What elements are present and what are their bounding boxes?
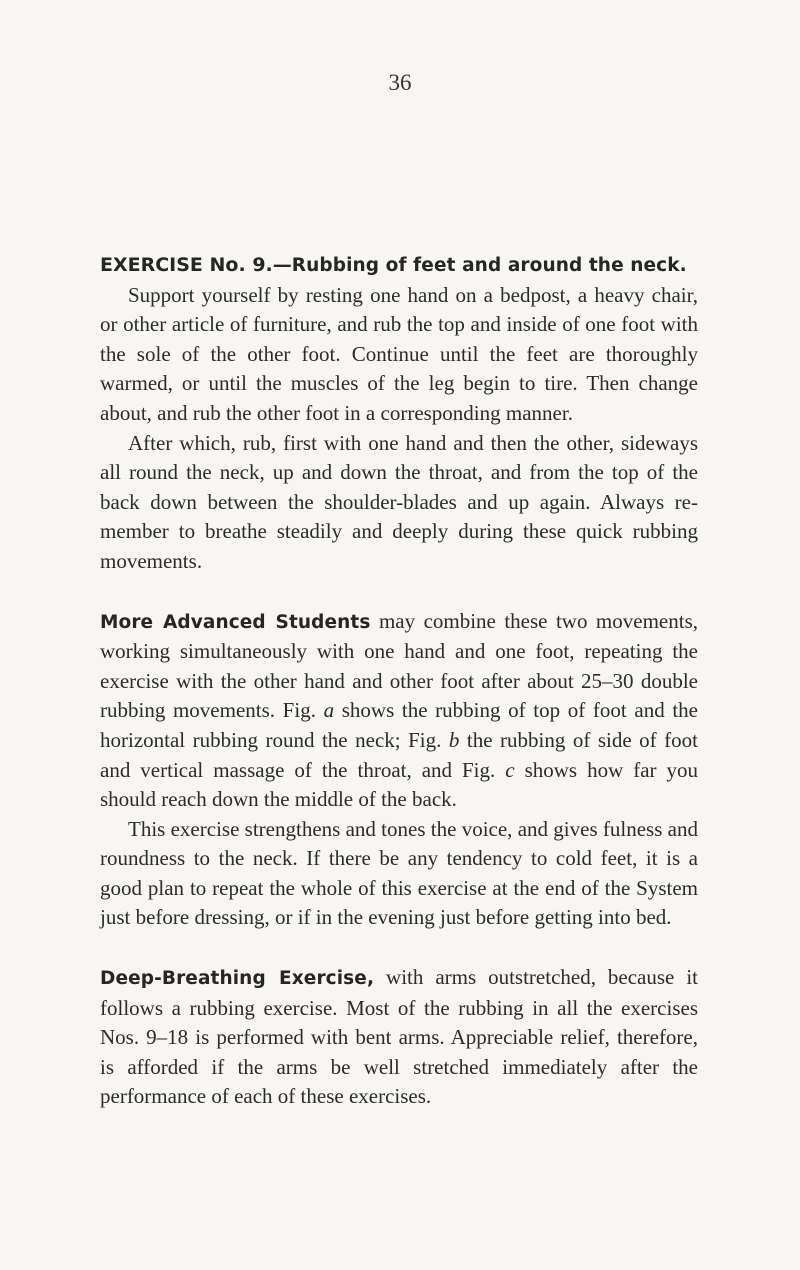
exercise-paragraph-1: Support yourself by resting one hand on a bedpost, a heavy chair, or other article of furniture, and rub the top and inside of one foot with the sole of the other foot. Continue until the feet are thoroughly warmed, or until the muscles of the leg begin to tire. Then change about, and rub the other foot in a corresponding manner. [100,282,698,425]
advanced-text-a: may combine these two movements, working simultaneously with one hand and one foot, repeating the exercise with the other hand and other foot after about 25–30 double rubbing movements. Fig. [100,608,698,723]
exercise-heading: EXERCISE No. 9.— [100,254,292,276]
section-gap [100,933,698,963]
exercise-paragraph-2: After which, rub, first with one hand and then the other, sideways all round the neck, up and down the throat, and from the top of the back down between the shoulder-blades and up again. Always remember to breathe steadily and deeply during these quick rubbing movements. [100,430,698,573]
fig-c-label: c [505,757,515,782]
advanced-paragraph-2: This exercise strengthens and tones the voice, and gives fulness and roundness to the neck. If there be any tendency to cold feet, it is a good plan to repeat the whole of this exercise at the end of the System just before dressing, or if in the evening just before getting into bed. [100,816,698,930]
page-body [100,250,698,1112]
advanced-text-c: the rubbing of side of foot and vertical massage of the throat, and Fig. [100,727,699,782]
page-number: 36 [388,70,412,95]
advanced-paragraph-1 [100,607,698,815]
fig-b-label: b [448,727,460,752]
advanced-text-d: shows how far you should reach down the middle of the back. [100,757,699,812]
breathing-paragraph [100,963,698,1112]
fig-a-label: a [323,698,335,723]
advanced-text-b: shows the rubbing of top of foot and the horizontal rubbing round the neck; Fig. [100,698,698,752]
breathing-text: with arms outstretched, because it follows a rubbing exercise. Most of the rubbing in all the exercises Nos. 9–18 is performed with bent arms. Appreciable relief, therefore, is afforded if the arms be well stretched immediately after the performance of each of these exercises. [100,965,698,1109]
exercise-subtitle: Rubbing of feet and around the neck. [291,255,687,276]
section-gap [100,577,698,607]
advanced-lead: More Advanced Students [100,611,371,633]
exercise-heading-paragraph [100,250,698,281]
breathing-lead: Deep-Breathing Exercise, [100,968,375,990]
